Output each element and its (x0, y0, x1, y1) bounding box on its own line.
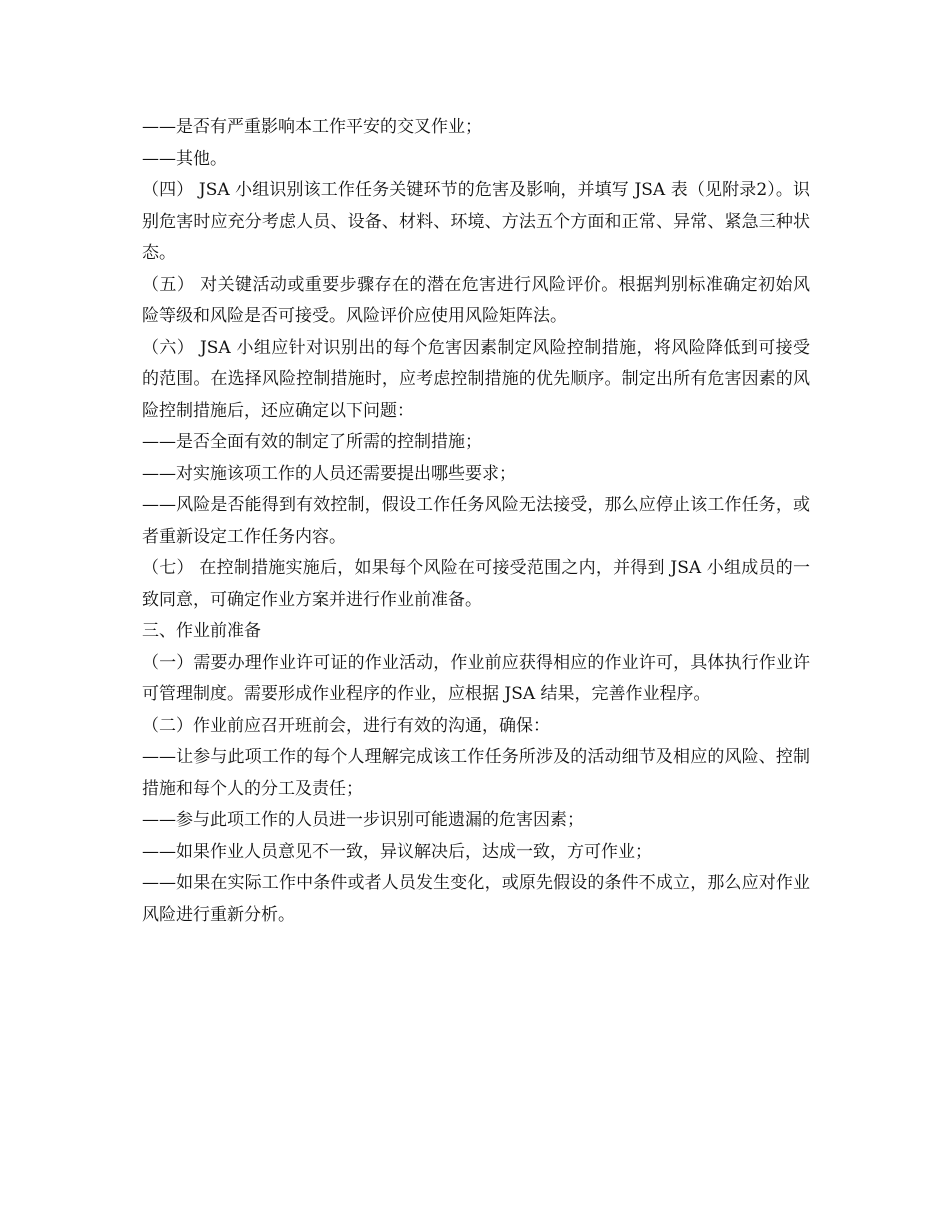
paragraph-step-7: （七） 在控制措施实施后，如果每个风险在可接受范围之内，并得到 JSA 小组成员的一致同意，可确定作业方案并进行作业前准备。 (142, 558, 810, 610)
paragraph-bullet-cross-operation: ——是否有严重影响本工作平安的交叉作业； (142, 117, 482, 137)
paragraph-step-4: （四） JSA 小组识别该工作任务关键环节的危害及影响，并填写 JSA 表（见附录2）。识别危害时应充分考虑人员、设备、材料、环境、方法五个方面和正常、异常、紧急三种状态。 (142, 180, 810, 263)
paragraph-bullet-other: ——其他。 (142, 148, 227, 169)
paragraph-bullet-identify-hazards: ——参与此项工作的人员进一步识别可能遗漏的危害因素； (142, 810, 584, 830)
paragraph-bullet-resolve-disagreement: ——如果作业人员意见不一致，异议解决后，达成一致，方可作业； (142, 841, 652, 862)
paragraph-prep-2: （二）作业前应召开班前会，进行有效的沟通，确保： (142, 715, 550, 736)
paragraph-bullet-reanalyze-risk: ——如果在实际工作中条件或者人员发生变化，或原先假设的条件不成立，那么应对作业风险进行重新分析。 (142, 873, 810, 925)
paragraph-bullet-personnel-requirements: ——对实施该项工作的人员还需要提出哪些要求； (142, 463, 516, 484)
paragraph-prep-1: （一）需要办理作业许可证的作业活动，作业前应获得相应的作业许可，具体执行作业许可管理制度。需要形成作业程序的作业，应根据 JSA 结果，完善作业程序。 (142, 652, 810, 704)
paragraph-bullet-risk-control: ——风险是否能得到有效控制，假设工作任务风险无法接受，那么应停止该工作任务，或者重新设定工作任务内容。 (142, 495, 810, 547)
paragraph-bullet-understand-tasks: ——让参与此项工作的每个人理解完成该工作任务所涉及的活动细节及相应的风险、控制措施和每个人的分工及责任； (142, 747, 810, 799)
paragraph-bullet-control-measures: ——是否全面有效的制定了所需的控制措施； (142, 432, 482, 452)
section-heading-pre-work-preparation: 三、作业前准备 (142, 621, 261, 641)
paragraph-step-5: （五） 对关键活动或重要步骤存在的潜在危害进行风险评价。根据判别标准确定初始风险等级和风险是否可接受。风险评价应使用风险矩阵法。 (142, 274, 810, 326)
document-page (142, 112, 810, 931)
paragraph-step-6: （六） JSA 小组应针对识别出的每个危害因素制定风险控制措施，将风险降低到可接受的范围。在选择风险控制措施时，应考虑控制措施的优先顺序。制定出所有危害因素的风险控制措施后，还应确定以下问题： (142, 337, 810, 421)
